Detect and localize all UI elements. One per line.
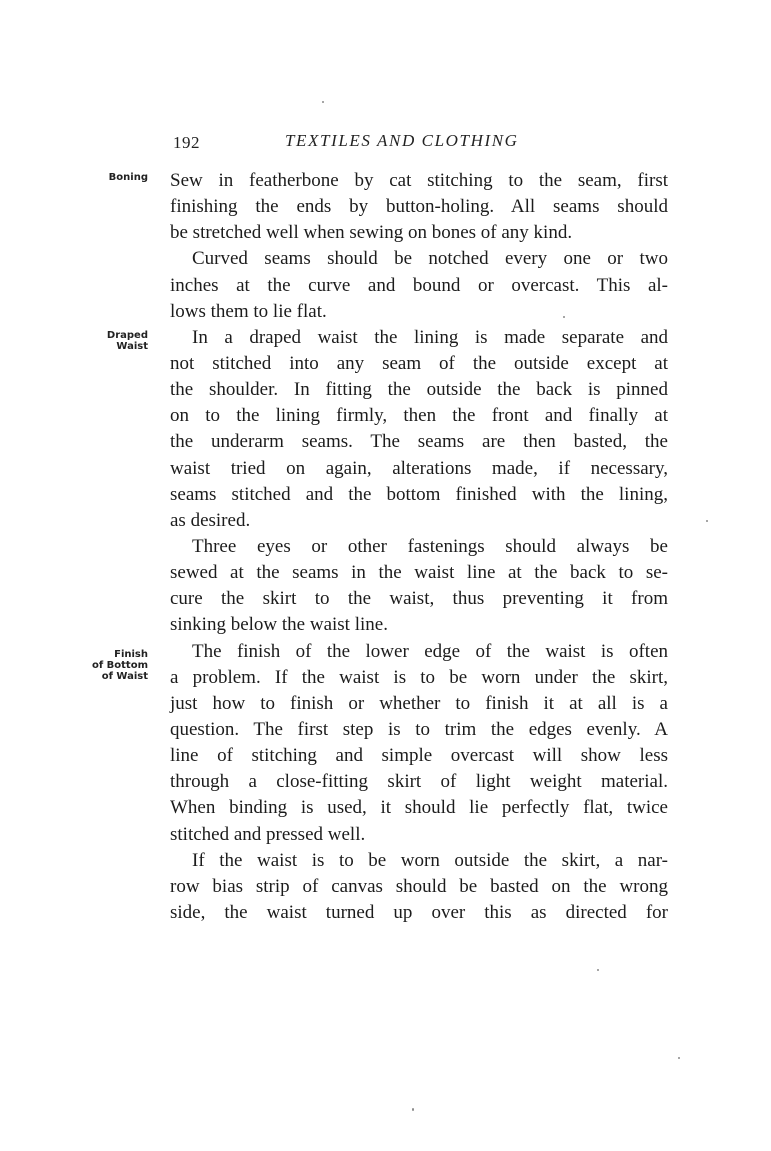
running-head	[170, 131, 668, 153]
text-line: side, the waist turned up over this as directed for	[170, 901, 668, 923]
text-line: a problem. If the waist is to be worn under the skirt,	[170, 666, 668, 688]
text-line: sewed at the seams in the waist line at the back to se-	[170, 562, 668, 584]
text-line: The finish of the lower edge of the waist is often	[192, 640, 668, 662]
text-line: be stretched well when sewing on bones of any kind.	[170, 222, 573, 244]
sidenote-line: Finish	[114, 649, 148, 660]
sidenote-line: Waist	[116, 341, 148, 352]
sidenote-finish-of-bottom	[68, 649, 148, 682]
text-line: row bias strip of canvas should be basted on the wrong	[170, 875, 668, 897]
text-line: Sew in featherbone by cat stitching to the seam, first	[170, 170, 668, 191]
paragraph-fastenings	[170, 534, 668, 639]
scan-speck	[322, 101, 324, 103]
paragraph-curved-seams	[170, 246, 668, 324]
body-text	[170, 168, 668, 926]
text-line: the shoulder. In fitting the outside the back is pinned	[170, 379, 668, 401]
text-line: If the waist is to be worn outside the skirt, a nar-	[192, 849, 668, 871]
text-line: seams stitched and the bottom finished with the lining,	[170, 483, 668, 505]
text-line: inches at the curve and bound or overcast. This al-	[170, 274, 668, 296]
paragraph-finish-lower-edge	[170, 639, 668, 848]
scan-speck	[412, 1108, 414, 1111]
running-title: TEXTILES AND CLOTHING	[285, 131, 519, 150]
text-line: question. The first step is to trim the edges evenly. A	[170, 718, 668, 740]
page-number: 192	[173, 133, 200, 152]
scan-speck	[597, 969, 599, 971]
text-line: waist tried on again, alterations made, if necessary,	[170, 457, 668, 479]
text-line: the underarm seams. The seams are then basted, the	[170, 431, 668, 453]
scan-speck	[563, 316, 565, 318]
text-line: stitched and pressed well.	[170, 823, 366, 845]
paragraph-draped-waist	[170, 325, 668, 534]
sidenote-draped-waist	[68, 330, 148, 352]
sidenote-line: Draped	[106, 330, 148, 341]
text-line: finishing the ends by button-holing. All seams should	[170, 196, 668, 218]
text-line: lows them to lie flat.	[170, 300, 327, 322]
sidenote-line: of Bottom	[91, 660, 148, 671]
paragraph-outside-skirt	[170, 848, 668, 926]
text-line: sinking below the waist line.	[170, 614, 388, 636]
text-line: through a close-fitting skirt of light weight material.	[170, 771, 668, 793]
paragraph-boning	[170, 168, 668, 246]
text-line: Curved seams should be notched every one or two	[192, 248, 668, 270]
text-line: as desired.	[170, 509, 251, 531]
text-line: on to the lining firmly, then the front and finally at	[170, 405, 668, 427]
text-line: just how to finish or whether to finish it at all is a	[170, 692, 668, 714]
text-line: not stitched into any seam of the outside except at	[170, 352, 668, 374]
sidenote-line: Boning	[108, 172, 148, 183]
scan-speck	[706, 520, 708, 522]
text-line: Three eyes or other fastenings should always be	[192, 535, 668, 557]
text-line: line of stitching and simple overcast will show less	[170, 745, 668, 767]
sidenote-boning	[68, 172, 148, 183]
text-line: In a draped waist the lining is made separate and	[192, 326, 668, 348]
text-line: cure the skirt to the waist, thus preventing it from	[170, 588, 668, 610]
scan-speck	[678, 1057, 680, 1059]
text-line: When binding is used, it should lie perfectly flat, twice	[170, 797, 668, 819]
sidenote-line: of Waist	[101, 671, 148, 682]
